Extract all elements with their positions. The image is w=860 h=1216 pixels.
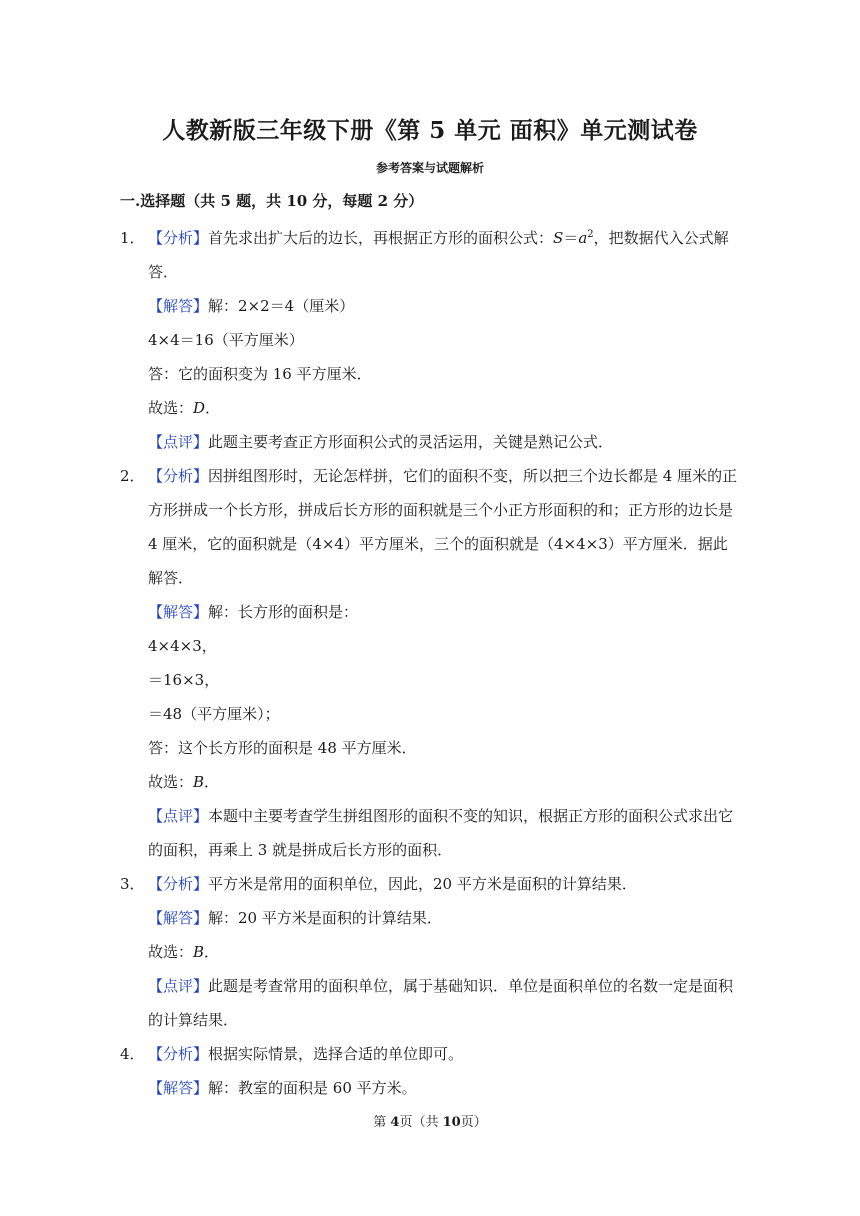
q2-answer-tag: 【解答】 (148, 603, 209, 621)
q4-analysis-text: 根据实际情景，选择合适的单位即可。 (208, 1045, 464, 1063)
q2-comment (120, 799, 740, 867)
q1-formula-a: a (578, 229, 588, 247)
q1-choice-letter: D (193, 399, 206, 417)
footer-page-number: 4 (390, 1115, 400, 1130)
q2-answer (120, 595, 740, 629)
q1-formula-eq: ＝ (563, 229, 579, 247)
q2-analysis (120, 459, 740, 595)
q1-formula-exponent: 2 (587, 229, 594, 240)
q2-answer-line-1: 解：长方形的面积是： (208, 603, 359, 621)
q2-choice-prefix: 故选： (148, 773, 194, 791)
q2-comment-tag: 【点评】 (148, 807, 209, 825)
q4-analysis-tag: 【分析】 (148, 1045, 209, 1063)
q2-answer-line-2: 4×4×3， (148, 637, 217, 655)
q1-answer (120, 289, 740, 323)
q3-choice-suffix: ． (204, 943, 220, 961)
q2-analysis-text: 因拼组图形时，无论怎样拼，它们的面积不变，所以把三个边长都是 4 厘米的正方形拼成一个长方形，拼成后长方形的面积就是三个小正方形面积的和；正方形的边长是 4 厘米，它的面积就是（4×4）平方厘米，三个的面积就是（4×4×3）平方厘米．据此解答． (148, 467, 738, 587)
q4-answer-tag: 【解答】 (148, 1079, 209, 1097)
q1-answer-line-3: 答：它的面积变为 16 平方厘米． (148, 365, 372, 383)
q3-choice-letter: B (193, 943, 205, 961)
q2-answer-line-3: ＝16×3， (148, 671, 220, 689)
q1-formula-s: S (553, 229, 564, 247)
q2-answer-line-5: 答：这个长方形的面积是 48 平方厘米． (148, 739, 417, 757)
q1-comment-text: 此题主要考查正方形面积公式的灵活运用，关键是熟记公式． (208, 433, 614, 451)
page-footer (0, 1111, 860, 1130)
q4-answer (120, 1071, 740, 1105)
q1-analysis-tag: 【分析】 (148, 229, 209, 247)
q3-comment (120, 969, 740, 1037)
q3-answer-line-1: 解：20 平方米是面积的计算结果． (208, 909, 442, 927)
footer-prefix: 第 (373, 1115, 391, 1130)
q1-analysis-text-a: 首先求出扩大后的边长，再根据正方形的面积公式： (208, 229, 554, 247)
q1-comment-tag: 【点评】 (148, 433, 209, 451)
q3-choice (120, 935, 740, 969)
q1-answer-line-2: 4×4＝16（平方厘米） (148, 331, 304, 349)
q3-comment-text: 此题是考查常用的面积单位，属于基础知识．单位是面积单位的名数一定是面积的计算结果． (148, 977, 734, 1029)
q3-comment-tag: 【点评】 (148, 977, 209, 995)
footer-suffix: 页） (460, 1115, 487, 1130)
q3-number: 3． (120, 875, 145, 893)
q2-answer-line-4: ＝48（平方厘米）； (148, 705, 280, 723)
q1-choice-suffix: ． (205, 399, 221, 417)
answer-content (120, 221, 740, 1105)
q3-answer-tag: 【解答】 (148, 909, 209, 927)
q4-number: 4． (120, 1045, 145, 1063)
q3-choice-prefix: 故选： (148, 943, 194, 961)
document-title: 人教新版三年级下册《第 5 单元 面积》单元测试卷 (162, 117, 698, 144)
q2-choice (120, 765, 740, 799)
q4-answer-line-1: 解：教室的面积是 60 平方米。 (208, 1079, 417, 1097)
q3-answer (120, 901, 740, 935)
q1-choice (120, 391, 740, 425)
section-heading: 一.选择题（共 5 题，共 10 分，每题 2 分） (120, 192, 424, 210)
q3-analysis-tag: 【分析】 (148, 875, 209, 893)
q2-choice-letter: B (193, 773, 205, 791)
document-subtitle: 参考答案与试题解析 (375, 161, 484, 175)
q3-analysis (120, 867, 740, 901)
q1-choice-prefix: 故选： (148, 399, 194, 417)
footer-total-pages: 10 (442, 1115, 461, 1130)
footer-middle: 页（共 (399, 1115, 443, 1130)
q1-answer-tag: 【解答】 (148, 297, 209, 315)
q1-number: 1． (120, 229, 145, 247)
q2-number: 2． (120, 467, 145, 485)
q1-analysis (120, 221, 740, 289)
q2-choice-suffix: ． (204, 773, 220, 791)
q2-analysis-tag: 【分析】 (148, 467, 209, 485)
q2-comment-text: 本题中主要考查学生拼组图形的面积不变的知识，根据正方形的面积公式求出它的面积，再乘上 3 就是拼成后长方形的面积． (148, 807, 734, 859)
q3-analysis-text: 平方米是常用的面积单位，因此，20 平方米是面积的计算结果． (208, 875, 637, 893)
q4-analysis (120, 1037, 740, 1071)
q1-comment (120, 425, 740, 459)
q1-answer-line-1: 解：2×2＝4（厘米） (208, 297, 355, 315)
q1-analysis-text-b: ，把数据代入公式解答． (148, 229, 729, 281)
